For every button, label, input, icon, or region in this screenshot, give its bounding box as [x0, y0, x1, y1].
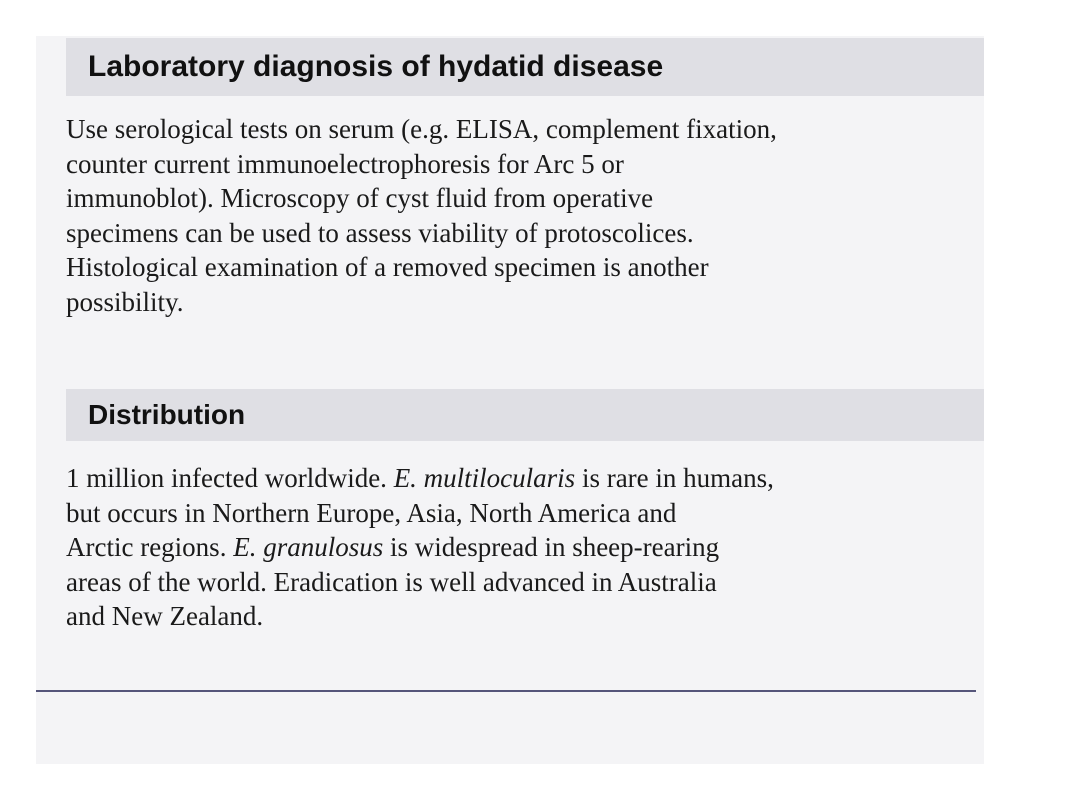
- dist-line-3-pre: Arctic regions.: [66, 532, 234, 562]
- species-multilocularis: E. multilocularis: [393, 463, 576, 493]
- dist-line-5: and New Zealand.: [66, 601, 264, 631]
- distribution-heading: Distribution: [66, 389, 984, 441]
- dist-line-4: areas of the world. Eradication is well advanced in Australia: [66, 566, 717, 597]
- lab-line-2: counter current immunoelectrophoresis for Arc 5 or: [66, 148, 624, 179]
- lab-line-4: specimens can be used to assess viability of protoscolices.: [66, 217, 694, 248]
- lab-diagnosis-paragraph: [66, 112, 984, 319]
- section-divider: [36, 690, 976, 692]
- dist-line-1: [66, 461, 984, 496]
- lab-diagnosis-heading: Laboratory diagnosis of hydatid disease: [66, 38, 984, 96]
- dist-line-2: but occurs in Northern Europe, Asia, North America and: [66, 497, 677, 528]
- dist-line-3: [66, 530, 984, 565]
- distribution-paragraph: [66, 461, 984, 634]
- lab-line-3: immunoblot). Microscopy of cyst fluid from operative: [66, 183, 654, 213]
- dist-line-1-pre: 1 million infected worldwide.: [66, 463, 394, 493]
- lab-line-5: Histological examination of a removed specimen is another: [66, 252, 709, 282]
- dist-line-3-post: is widespread in sheep-rearing: [383, 532, 720, 562]
- lab-line-6: possibility.: [66, 286, 184, 317]
- dist-line-1-post: is rare in humans,: [575, 463, 774, 493]
- scanned-page: [36, 36, 984, 764]
- species-granulosus: E. granulosus: [233, 532, 384, 562]
- lab-line-1: Use serological tests on serum (e.g. ELISA, complement fixation,: [66, 114, 777, 144]
